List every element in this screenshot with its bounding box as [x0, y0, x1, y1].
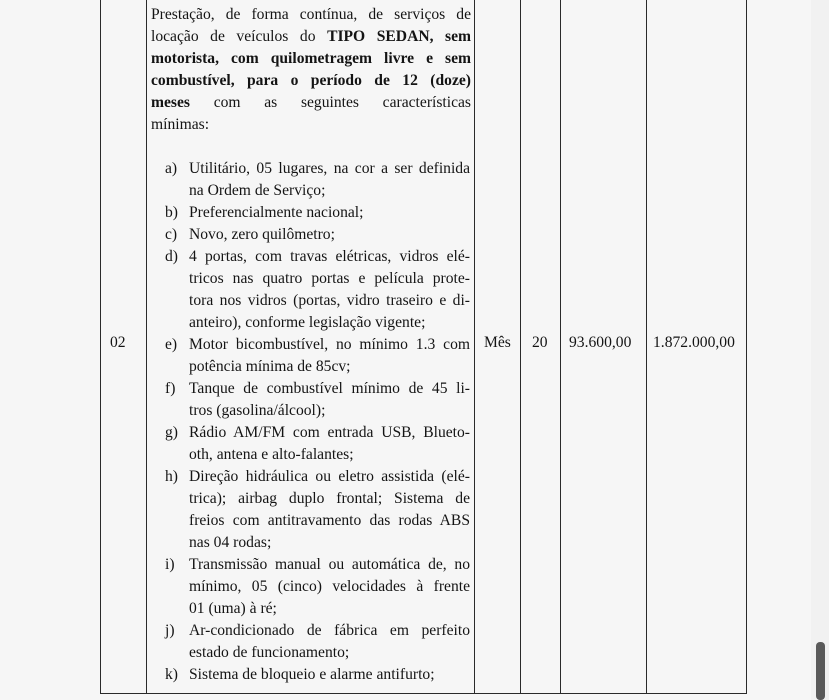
list-item-text: anteiro), conforme legislação vigente; — [189, 314, 426, 331]
list-item-text: 01 (uma) à ré; — [189, 600, 277, 617]
list-item-marker: e) — [165, 336, 178, 353]
list-item-marker: k) — [165, 666, 178, 683]
list-item-text: Ar-condicionado de fábrica em perfeito — [189, 622, 470, 639]
list-item — [165, 422, 470, 466]
list-item-text: potência mínima de 85cv; — [189, 358, 351, 375]
list-item-text: mínimo, 05 (cinco) velocidades à frente — [189, 578, 470, 595]
list-item-text: Sistema de bloqueio e alarme antifurto; — [189, 666, 435, 683]
list-item-marker: i) — [165, 556, 175, 573]
unit-price-cell: 93.600,00 — [569, 334, 632, 351]
column-divider — [560, 0, 561, 694]
list-item — [165, 246, 470, 334]
list-item — [165, 202, 470, 224]
list-item-text: estado de funcionamento; — [189, 644, 350, 661]
column-divider — [474, 0, 475, 694]
list-item-text: freios com antitravamento das rodas ABS — [189, 512, 470, 529]
list-item — [165, 620, 470, 664]
list-item-marker: f) — [165, 380, 176, 397]
description-line: locação de veículos do TIPO SEDAN, sem — [151, 28, 472, 45]
characteristics-list — [165, 158, 470, 686]
description-line: mínimas: — [151, 116, 210, 133]
list-item-text: Transmissão manual ou automática de, no — [189, 556, 470, 573]
description-line: motorista, com quilometragem livre e sem — [151, 50, 471, 67]
description-line: Prestação, de forma contínua, de serviços de — [151, 6, 471, 23]
column-divider — [520, 0, 521, 694]
list-item-text: Novo, zero quilômetro; — [189, 226, 335, 243]
list-item-text: Rádio AM/FM com entrada USB, Blueto- — [189, 424, 470, 441]
list-item-text: Direção hidráulica ou eletro assistida (elé- — [189, 468, 470, 485]
description-line: combustível, para o período de 12 (doze) — [151, 72, 471, 89]
list-item-text: tros (gasolina/álcool); — [189, 402, 326, 419]
column-divider — [146, 0, 147, 694]
list-item-marker: g) — [165, 424, 178, 441]
list-item-text: tricos nas quatro portas e película prote- — [189, 270, 470, 287]
item-number: 02 — [110, 334, 126, 351]
unit-cell: Mês — [484, 334, 511, 351]
list-item-text: Preferencialmente nacional; — [189, 204, 364, 221]
list-item — [165, 224, 470, 246]
list-item — [165, 554, 470, 620]
list-item-text: oth, antena e alto-falantes; — [189, 446, 354, 463]
scrollbar-thumb[interactable] — [816, 642, 825, 700]
list-item — [165, 378, 470, 422]
list-item — [165, 664, 470, 686]
list-item-marker: b) — [165, 204, 178, 221]
list-item — [165, 334, 470, 378]
window-edge — [811, 0, 829, 700]
list-item-marker: a) — [165, 160, 178, 177]
description-line: meses com as seguintes características — [151, 94, 471, 111]
quantity-cell: 20 — [532, 334, 548, 351]
list-item-marker: d) — [165, 248, 178, 265]
list-item-marker: c) — [165, 226, 178, 243]
list-item-marker: j) — [165, 622, 175, 639]
list-item-text: 4 portas, com travas elétricas, vidros elé- — [189, 248, 470, 265]
total-price-cell: 1.872.000,00 — [653, 334, 735, 351]
list-item-text: Tanque de combustível mínimo de 45 li- — [189, 380, 470, 397]
list-item-text: tora nos vidros (portas, vidro traseiro e di- — [189, 292, 470, 309]
list-item-text: trica); airbag duplo frontal; Sistema de — [189, 490, 470, 507]
list-item — [165, 158, 470, 202]
item-description — [151, 4, 471, 136]
list-item-text: Utilitário, 05 lugares, na cor a ser definida — [189, 160, 470, 177]
list-item-text: Motor bicombustível, no mínimo 1.3 com — [189, 336, 470, 353]
list-item-marker: h) — [165, 468, 178, 485]
list-item-text: na Ordem de Serviço; — [189, 182, 326, 199]
column-divider — [646, 0, 647, 694]
list-item — [165, 466, 470, 554]
list-item-text: nas 04 rodas; — [189, 534, 272, 551]
